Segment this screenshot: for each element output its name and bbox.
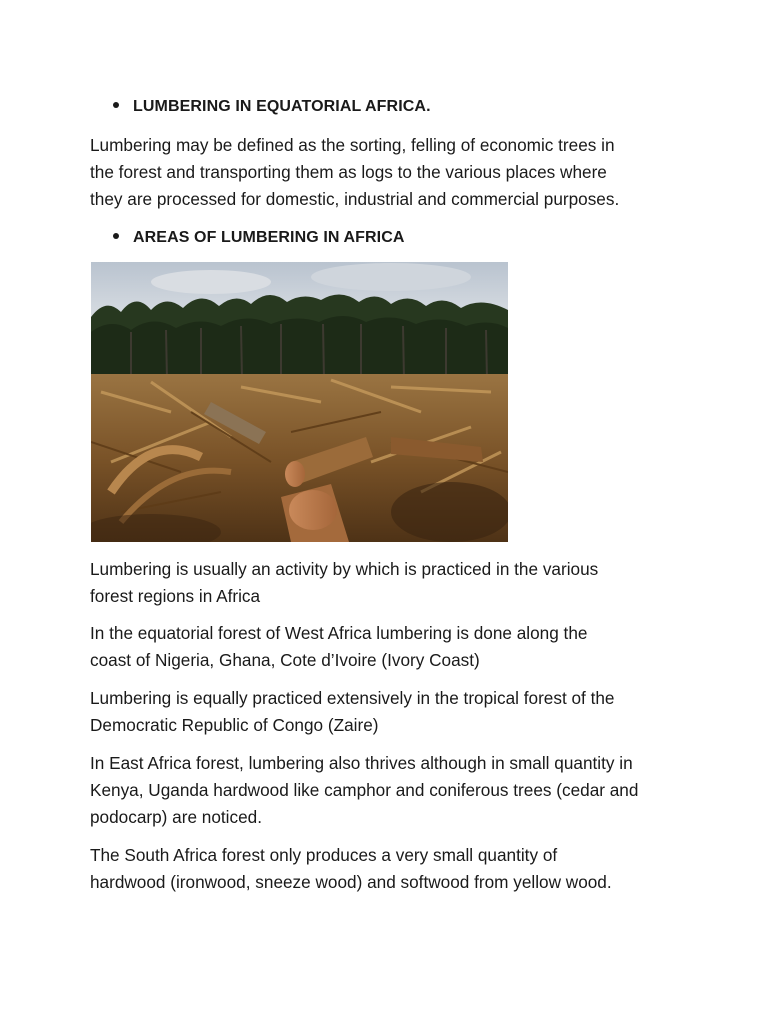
paragraph-line: In East Africa forest, lumbering also thrives although in small quantity in xyxy=(90,753,633,773)
paragraph-line: Kenya, Uganda hardwood like camphor and coniferous trees (cedar and xyxy=(90,780,639,800)
paragraph-line: Lumbering may be defined as the sorting, felling of economic trees in xyxy=(90,135,615,155)
bullet-icon xyxy=(113,233,119,239)
paragraph-line: Lumbering is usually an activity by which is practiced in the various xyxy=(90,559,599,579)
paragraph-line: hardwood (ironwood, sneeze wood) and softwood from yellow wood. xyxy=(90,872,612,892)
bullet-icon xyxy=(113,102,119,108)
deforestation-photo xyxy=(91,262,508,542)
paragraph-west-africa xyxy=(90,620,690,674)
paragraph-line: Democratic Republic of Congo (Zaire) xyxy=(90,715,379,735)
paragraph-line: podocarp) are noticed. xyxy=(90,807,262,827)
paragraph-line: they are processed for domestic, industrial and commercial purposes. xyxy=(90,189,620,209)
section-heading-lumbering xyxy=(113,98,431,116)
paragraph-congo xyxy=(90,685,690,739)
paragraph-line: Lumbering is equally practiced extensively in the tropical forest of the xyxy=(90,688,615,708)
heading-text: LUMBERING IN EQUATORIAL AFRICA. xyxy=(133,98,431,115)
paragraph-line: coast of Nigeria, Ghana, Cote d’Ivoire (Ivory Coast) xyxy=(90,650,480,670)
paragraph-south-africa xyxy=(90,842,690,896)
paragraph-line: In the equatorial forest of West Africa lumbering is done along the xyxy=(90,623,588,643)
paragraph-line: forest regions in Africa xyxy=(90,586,261,606)
paragraph-east-africa xyxy=(90,750,690,831)
paragraph-line: The South Africa forest only produces a very small quantity of xyxy=(90,845,558,865)
heading-text: AREAS OF LUMBERING IN AFRICA xyxy=(133,229,405,246)
intro-paragraph xyxy=(90,132,690,213)
section-heading-areas xyxy=(113,229,405,247)
paragraph-line: the forest and transporting them as logs to the various places where xyxy=(90,162,607,182)
paragraph-practice-regions xyxy=(90,556,690,610)
